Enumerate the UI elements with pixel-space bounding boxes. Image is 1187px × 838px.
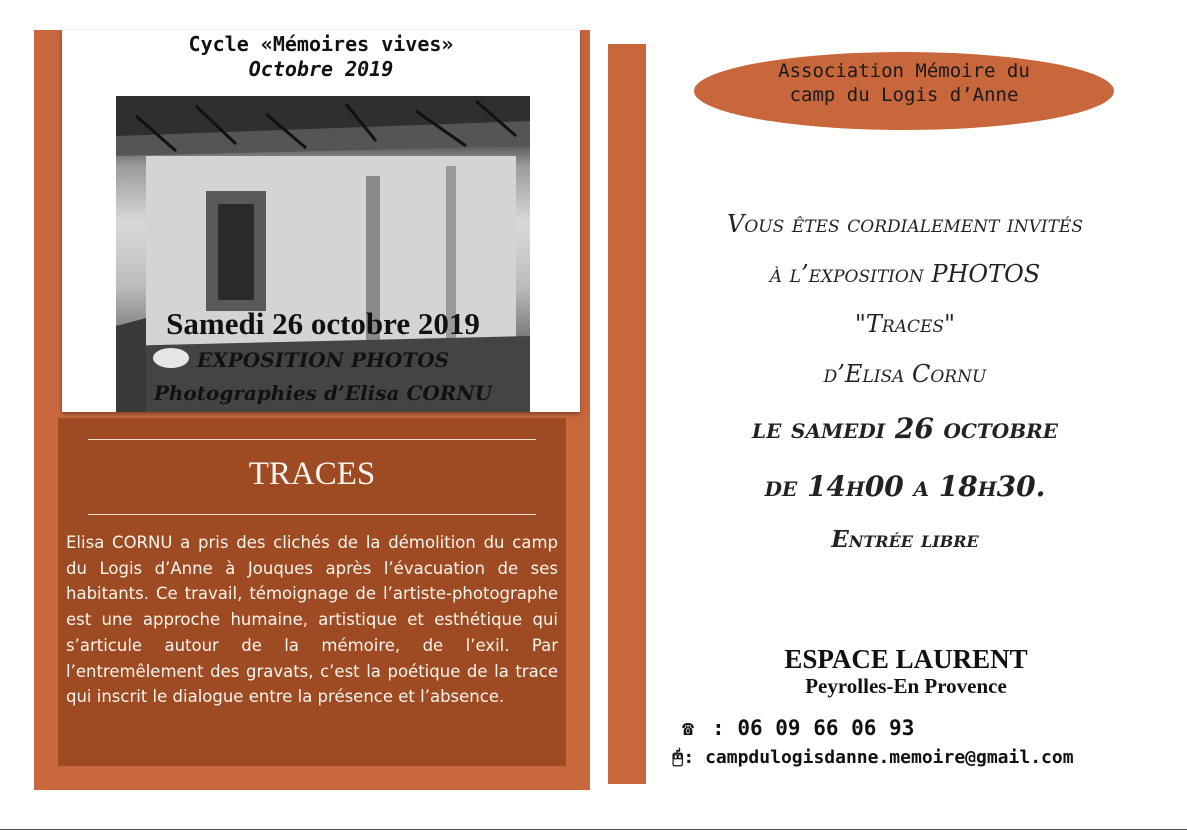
phone-row — [682, 716, 914, 740]
association-line-1: Association Mémoire du — [778, 60, 1030, 82]
mouse-icon: 🖰 — [672, 746, 684, 768]
invite-line-2: à l’exposition PHOTOS — [769, 260, 1041, 288]
photo-credit: Photographies d’Elisa CORNU — [153, 381, 493, 405]
photo-date: Samedi 26 octobre 2019 — [166, 306, 480, 341]
invite-line-3: "Traces" — [854, 310, 956, 338]
cycle-date: Octobre 2019 — [248, 57, 394, 81]
invite-date: le samedi 26 octobre — [752, 412, 1058, 445]
email-row — [672, 746, 1074, 768]
description-text: Elisa CORNU a pris des clichés de la démolition du camp du Logis d’Anne à Jouques après l’évacuation de ses habitants. Ce travail, témoignage de l’artiste-photographe est une approche humaine, artistique et esthétique qui s’articule autour de la mémoire, de l’exil. Par l’entremêlement des gravats, c’est la poétique de la trace qui inscrit le dialogue entre la présence et l’absence. — [66, 533, 558, 707]
vertical-accent-bar — [608, 44, 646, 784]
association-name — [694, 59, 1114, 107]
invite-entry: Entrée libre — [831, 526, 979, 553]
venue-city: Peyrolles-En Provence — [805, 674, 1007, 698]
page-bottom-line — [0, 829, 1187, 830]
photo-exposition-label: EXPOSITION PHOTOS — [196, 348, 450, 372]
description-panel — [58, 418, 566, 766]
cycle-title: Cycle «Mémoires vives» — [188, 32, 454, 56]
invite-line-1: Vous êtes cordialement invités — [726, 210, 1083, 238]
association-line-2: camp du Logis d’Anne — [789, 84, 1019, 106]
venue-name: ESPACE LAURENT — [784, 644, 1028, 674]
phone-number: : 06 09 66 06 93 — [712, 716, 915, 740]
photo-box — [62, 30, 580, 412]
divider-top — [88, 439, 536, 440]
invite-line-4: d’Elisa Cornu — [823, 360, 987, 388]
invite-hours: de 14h00 a 18h30. — [764, 470, 1046, 503]
ruined-building-photo — [116, 96, 530, 412]
association-badge — [694, 52, 1114, 130]
traces-title: TRACES — [248, 456, 376, 492]
divider-bottom — [88, 514, 536, 515]
email-address: : campdulogisdanne.memoire@gmail.com — [683, 747, 1074, 768]
telephone-icon: ☎ — [682, 716, 695, 740]
